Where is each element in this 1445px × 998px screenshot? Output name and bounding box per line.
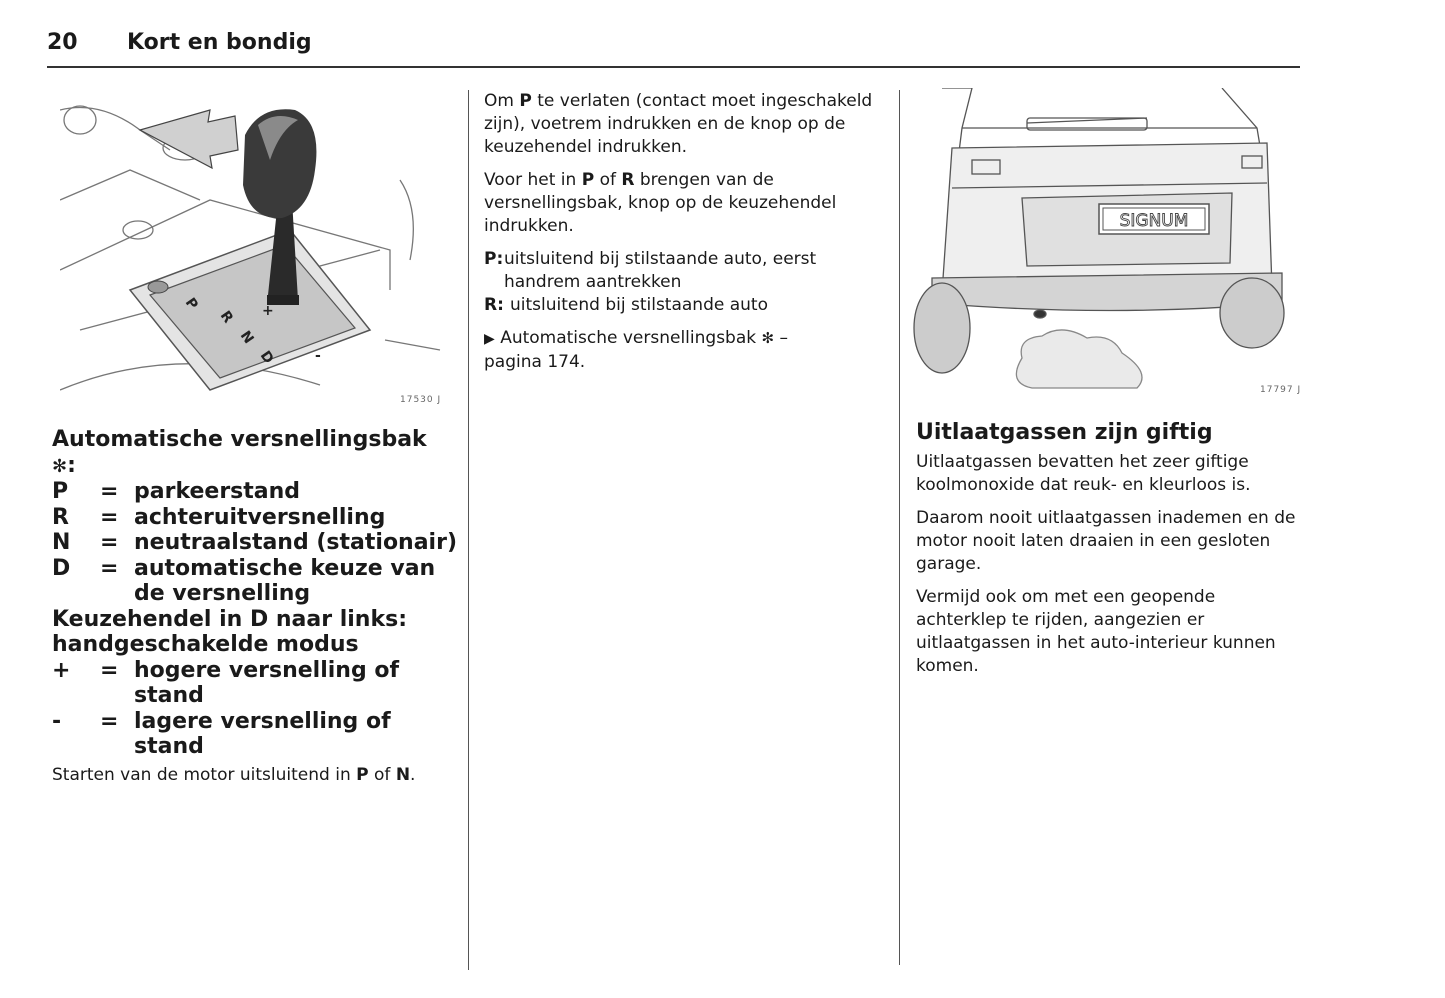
manual-legend-list: [52, 658, 457, 760]
exhaust-paragraph-1: Uitlaatgassen bevatten het zeer giftige koolmonoxide dat reuk- en kleurloos is.: [916, 452, 1251, 495]
exhaust-warning-section: [916, 420, 1311, 688]
car-rear-drawing: [912, 88, 1292, 393]
definition-r: R: uitsluitend bij stilstaande auto: [484, 295, 768, 315]
figure-code-right: 17797 J: [1260, 385, 1302, 395]
figure-code-left: 17530 J: [400, 395, 442, 405]
legend-desc: hogere versnelling of stand: [134, 657, 400, 708]
legend-desc: parkeerstand: [134, 479, 301, 504]
arrow-right-icon: ▶: [484, 331, 495, 347]
legend-row: [52, 505, 457, 531]
legend-desc: neutraalstand (stationair): [134, 530, 458, 555]
cross-reference-link[interactable]: ▶ Automatische versnellingsbak ✻ – pagina 174.: [484, 328, 788, 372]
legend-key: N: [52, 530, 71, 555]
exhaust-text: [916, 451, 1311, 678]
gear-selector-drawing: [60, 90, 450, 410]
legend-desc: achteruitversnelling: [134, 504, 386, 530]
signum-badge-text: SIGNUM: [1119, 211, 1189, 231]
car-exhaust-illustration: [912, 88, 1292, 393]
legend-eq: =: [100, 479, 119, 504]
legend-eq: =: [100, 708, 119, 734]
legend-desc: lagere versnelling of stand: [134, 708, 391, 759]
manual-mode-title: Keuzehendel in D naar links: handgeschakelde modus: [52, 606, 407, 657]
column-divider-2: [899, 90, 900, 965]
transmission-title: Automatische versnellingsbak ✻:: [52, 427, 427, 478]
gate-label-d: D: [256, 348, 277, 367]
exhaust-paragraph-3: Vermijd ook om met een geopende achterklep te rijden, aangezien er uitlaatgassen in het auto-interieur kunnen komen.: [916, 587, 1276, 676]
header-rule: [47, 66, 1300, 68]
legend-desc: automatische keuze van de versnelling: [134, 555, 436, 606]
legend-row: [52, 658, 457, 709]
legend-key: R: [52, 504, 69, 530]
transmission-legend: [52, 427, 457, 786]
legend-key: +: [52, 657, 71, 683]
legend-key: -: [52, 708, 62, 734]
legend-row: [52, 709, 457, 760]
engage-park-paragraph: Voor het in P of R brengen van de versnellingsbak, knop op de keuzehendel indrukken.: [484, 170, 837, 236]
page-header-title: Kort en bondig: [127, 30, 312, 55]
gate-label-n: N: [236, 328, 257, 347]
legend-eq: =: [100, 657, 119, 683]
leave-park-paragraph: Om P te verlaten (contact moet ingeschakeld zijn), voetrem indrukken en de knop op de keuzehendel indrukken.: [484, 91, 873, 157]
definition-p: P: uitsluitend bij stilstaande auto, eerst handrem aantrekken: [484, 249, 817, 292]
star-symbol-icon: ✻: [52, 455, 68, 477]
gate-label-minus: -: [315, 348, 321, 364]
legend-eq: =: [100, 504, 119, 530]
gate-label-p: P: [181, 295, 201, 313]
exhaust-paragraph-2: Daarom nooit uitlaatgassen inademen en de motor nooit laten draaien in een gesloten garage.: [916, 508, 1296, 574]
legend-row: [52, 556, 457, 607]
gate-label-r: R: [216, 308, 237, 327]
legend-row: [52, 479, 457, 505]
exhaust-heading: Uitlaatgassen zijn giftig: [916, 420, 1213, 445]
legend-row: [52, 530, 457, 556]
gear-legend-list: [52, 479, 457, 607]
selector-instructions: [484, 90, 884, 374]
legend-key: P: [52, 479, 69, 504]
legend-eq: =: [100, 555, 119, 581]
gate-label-plus: +: [262, 303, 274, 319]
column-divider-1: [468, 90, 469, 970]
legend-eq: =: [100, 530, 119, 555]
star-symbol-icon: ✻: [761, 329, 775, 347]
page-number: 20: [47, 30, 78, 55]
gear-selector-illustration: [60, 90, 450, 410]
engine-start-note: Starten van de motor uitsluitend in P of N.: [52, 764, 416, 785]
legend-key: D: [52, 555, 71, 581]
